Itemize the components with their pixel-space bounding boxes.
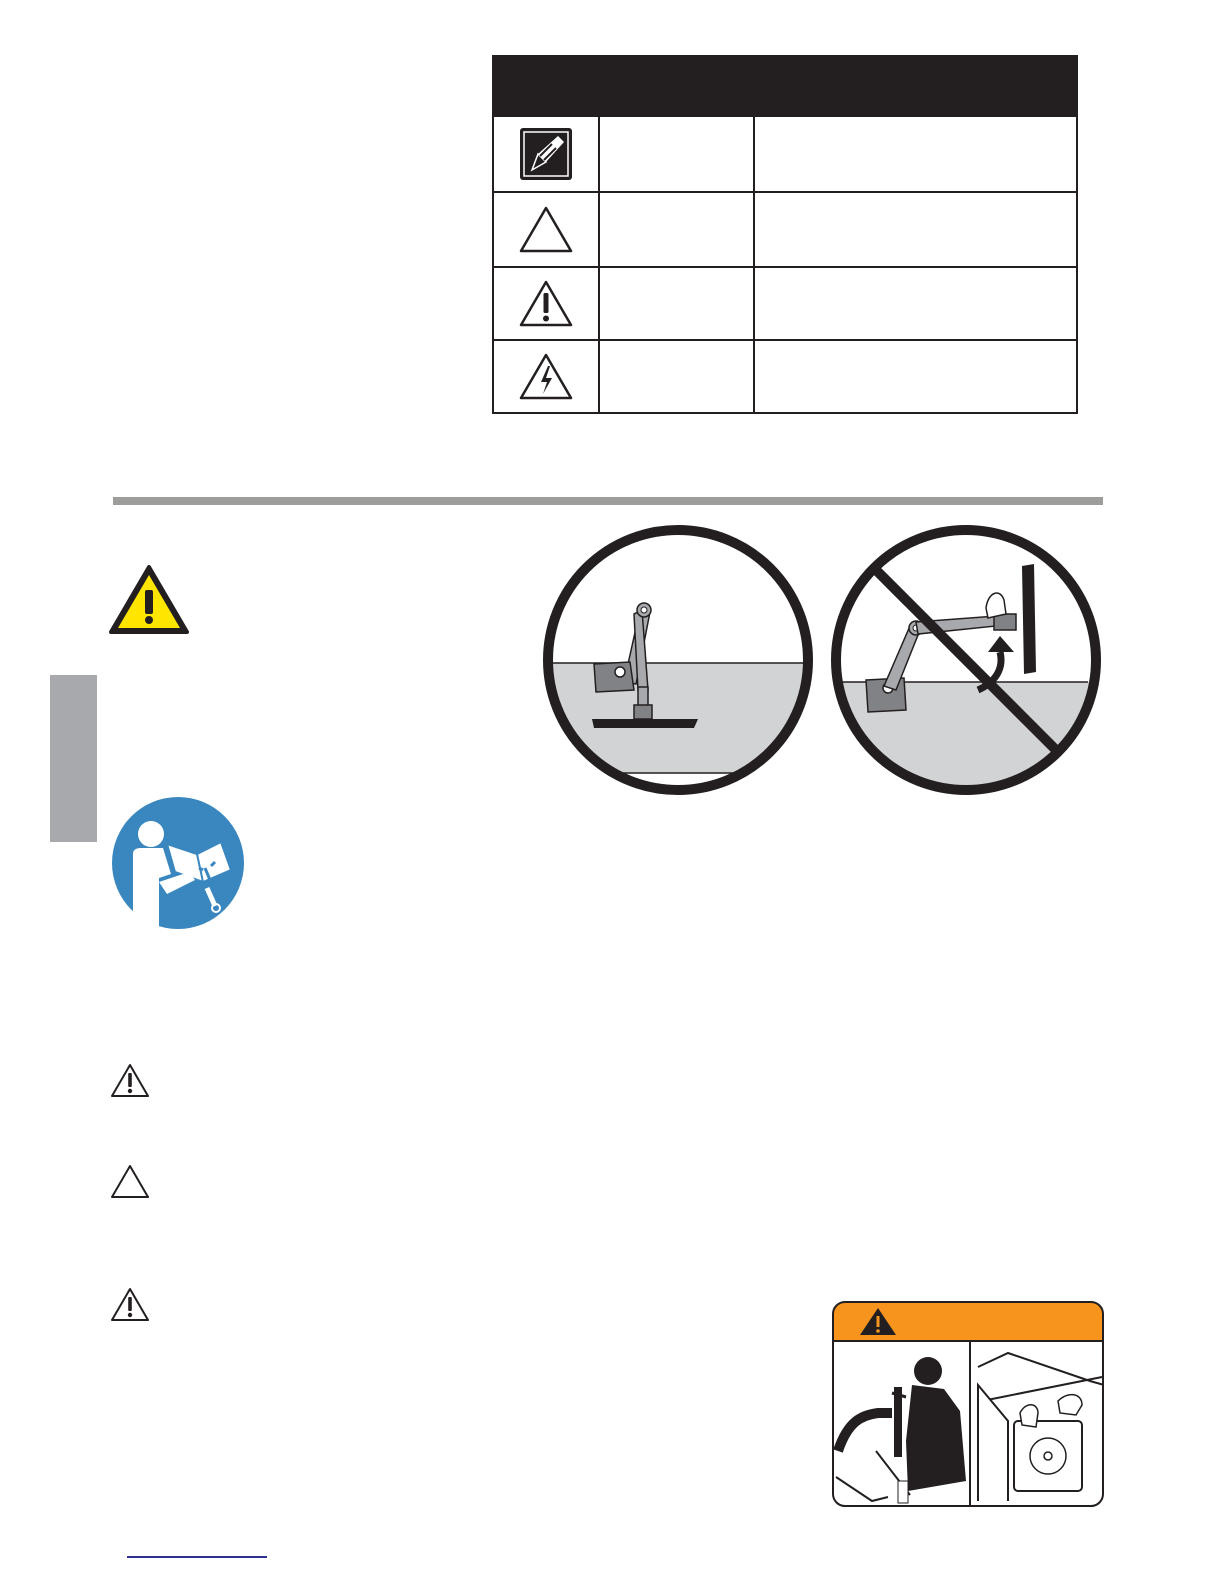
table-row	[493, 192, 1077, 267]
table-header-cell	[599, 56, 754, 116]
table-header-cell	[754, 56, 1077, 116]
warning-exclamation-icon	[110, 1063, 150, 1099]
symbol-table	[492, 55, 1078, 414]
table-row	[493, 340, 1077, 413]
pinch-hazard-label-illustration	[832, 1301, 1104, 1507]
yellow-warning-triangle-icon	[108, 564, 190, 636]
warning-exclamation-icon	[110, 1287, 150, 1323]
prohibited-install-illustration	[828, 522, 1104, 798]
symbol-name	[599, 192, 754, 267]
caution-triangle-icon	[110, 1164, 150, 1200]
read-manual-icon	[111, 796, 245, 930]
caution-triangle-icon	[518, 205, 574, 255]
table-header-row	[493, 56, 1077, 116]
symbol-name	[599, 116, 754, 192]
table-header-cell	[493, 56, 599, 116]
footer-link-underline[interactable]	[127, 1556, 267, 1558]
symbol-description	[754, 340, 1077, 413]
correct-install-illustration	[540, 522, 816, 798]
symbol-description	[754, 267, 1077, 340]
note-pencil-icon	[518, 126, 574, 182]
symbol-description	[754, 192, 1077, 267]
table-row	[493, 116, 1077, 192]
side-tab	[50, 675, 97, 842]
symbol-name	[599, 267, 754, 340]
symbol-description	[754, 116, 1077, 192]
symbol-name	[599, 340, 754, 413]
table-row	[493, 267, 1077, 340]
electrical-hazard-icon	[518, 352, 574, 402]
section-divider	[113, 497, 1103, 505]
warning-exclamation-icon	[518, 279, 574, 329]
